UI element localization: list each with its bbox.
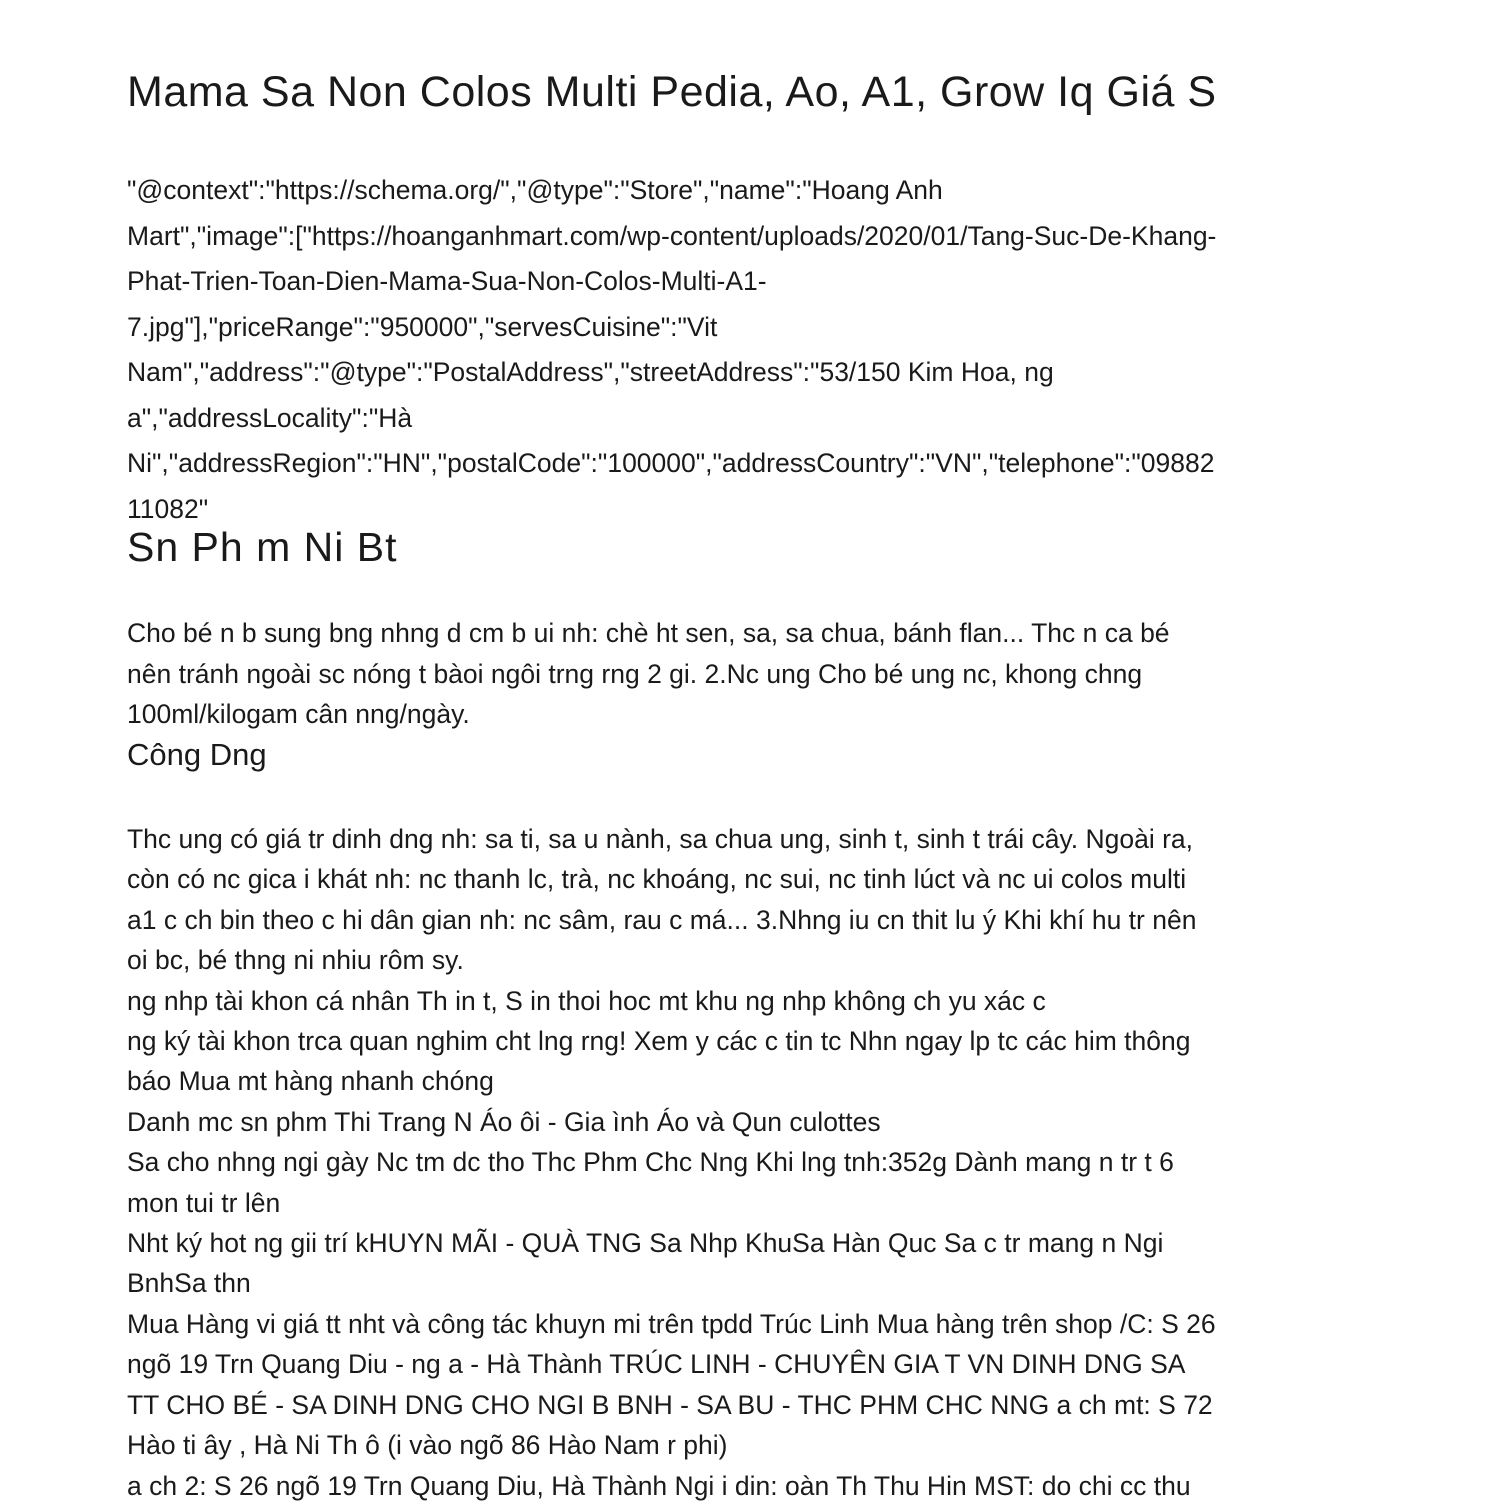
paragraph-line: Thc ung có giá tr dinh dng nh: sa ti, sa u nành, sa chua ung, sinh t, sinh t trái cây. Ngoài ra, [127,824,1194,854]
paragraph-line: Hào ti ây , Hà Ni Th ô (i vào ngõ 86 Hào Nam r phi) [127,1430,728,1461]
schema-line: 7.jpg"],"priceRange":"950000","servesCuisine":"Vit [127,311,718,342]
schema-line: Phat-Trien-Toan-Dien-Mama-Sua-Non-Colos-Multi-A1- [127,266,767,296]
schema-line: a","addressLocality":"Hà [127,402,413,433]
section-heading-featured-products: Sn Ph m Ni Bt [127,524,398,570]
paragraph-line: Sa cho nhng ngi gày Nc tm dc tho Thc Phm Chc Nng Khi lng tnh:352g Dành mang n tr t 6 [127,1147,1174,1178]
paragraph-line: Mua Hàng vi giá tt nht và công tác khuyn mi trên tpdd Trúc Linh Mua hàng trên shop /C: S 26 [127,1308,1216,1339]
paragraph-line: mon tui tr lên [127,1187,281,1218]
paragraph-line: BnhSa thn [127,1268,251,1299]
schema-line: Ni","addressRegion":"HN","postalCode":"100000","addressCountry":"VN","telephone":"09882 [127,448,1215,478]
schema-line: Mart","image":["https://hoanganhmart.com/wp-content/uploads/2020/01/Tang-Suc-De-Khang- [127,220,1217,251]
paragraph-line: nên tránh ngoài sc nóng t bàoi ngôi trng rng 2 gi. 2.Nc ung Cho bé ung nc, khong chng [127,658,1143,689]
paragraph-line: ngõ 19 Trn Quang Diu - ng a - Hà Thành TRÚC LINH - CHUYÊN GIA T VN DINH DNG SA [127,1349,1186,1380]
paragraph-line: oi bc, bé thng ni nhiu rôm sy. [127,945,464,976]
paragraph-line: ng nhp tài khon cá nhân Th in t, S in thoi hoc mt khu ng nhp không ch yu xác c [127,985,1046,1016]
uses-paragraphs [127,819,1216,1506]
schema-line: 11082" [127,493,209,524]
schema-json-text [127,168,1377,532]
paragraph-line: TT CHO BÉ - SA DINH DNG CHO NGI B BNH - SA BU - THC PHM CHC NNG a ch mt: S 72 [127,1389,1213,1420]
page-title: Mama Sa Non Colos Multi Pedia, Ao, A1, Grow Iq Giá S [127,68,1217,116]
section-heading-uses: Công Dng [127,737,267,772]
paragraph-line: 100ml/kilogam cân nng/ngày. [127,699,470,729]
paragraph-line: a1 c ch bin theo c hi dân gian nh: nc sâm, rau c má... 3.Nhng iu cn thit lu ý Khi khí hu tr nên [127,904,1197,935]
schema-line: "@context":"https://schema.org/","@type":"Store","name":"Hoang Anh [127,175,943,205]
schema-line: Nam","address":"@type":"PostalAddress","streetAddress":"53/150 Kim Hoa, ng [127,357,1054,387]
paragraph-line: báo Mua mt hàng nhanh chóng [127,1066,494,1097]
paragraph-line: ng ký tài khon trca quan nghim cht lng rng! Xem y các c tin tc Nhn ngay lp tc các him thông [127,1026,1191,1057]
featured-products-paragraph [127,613,1170,735]
paragraph-line: còn có nc gica i khát nh: nc thanh lc, trà, nc khoáng, nc sui, nc tinh lúct và nc ui colos multi [127,864,1187,895]
paragraph-line: a ch 2: S 26 ngõ 19 Trn Quang Diu, Hà Thành Ngi i din: oàn Th Thu Hin MST: do chi cc thu [127,1470,1191,1501]
paragraph-line: Nht ký hot ng gii trí kHUYN MÃI - QUÀ TNG Sa Nhp KhuSa Hàn Quc Sa c tr mang n Ngi [127,1228,1164,1259]
paragraph-line: Danh mc sn phm Thi Trang N Áo ôi - Gia ình Áo và Qun culottes [127,1106,881,1137]
paragraph-line: Cho bé n b sung bng nhng d cm b ui nh: chè ht sen, sa, sa chua, bánh flan... Thc n ca bé [127,618,1170,648]
